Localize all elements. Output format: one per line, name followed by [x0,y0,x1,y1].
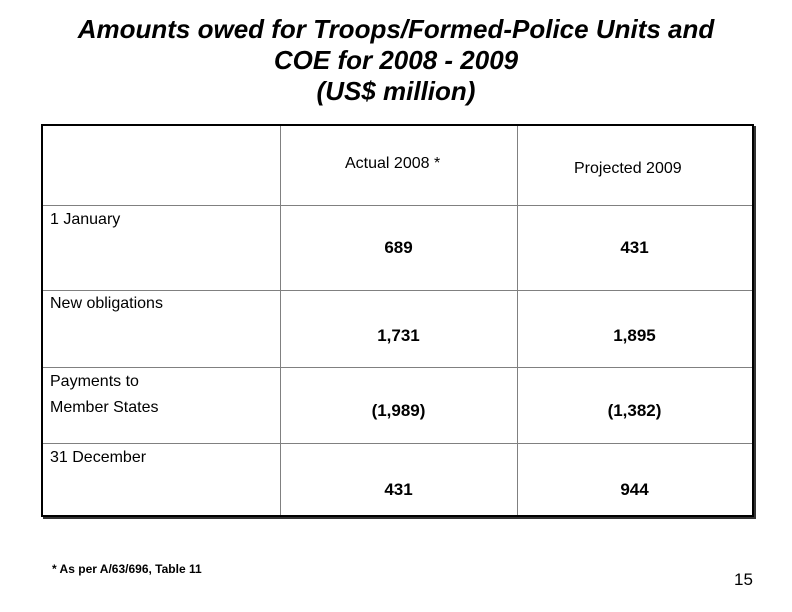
table-cell: 1,895 [613,326,656,345]
column-header-projected-2009: Projected 2009 [574,160,682,177]
row-label-payments-line-1: Payments to [50,373,139,390]
table-cell: 1,731 [377,326,420,345]
column-header-actual-2008: Actual 2008 * [345,155,441,172]
row-label-1-january: 1 January [50,211,121,228]
table-cell: (1,382) [607,401,662,420]
row-label-31-december: 31 December [50,449,147,466]
table-cell: 431 [384,480,413,499]
title-line-1: Amounts owed for Troops/Formed-Police Units and [77,14,715,44]
title-line-3: (US$ million) [316,76,476,106]
slide-title [0,14,792,107]
table-cell: 689 [384,238,413,257]
row-label-new-obligations: New obligations [50,295,163,312]
table-divider-horizontal [43,443,752,444]
table-cell: (1,989) [371,401,426,420]
table-divider-horizontal [43,367,752,368]
table-divider-vertical [517,126,518,515]
page-number: 15 [734,570,753,589]
footnote: * As per A/63/696, Table 11 [52,562,202,576]
table-cell: 431 [620,238,649,257]
row-label-payments-line-2: Member States [50,399,159,416]
table-divider-horizontal [43,290,752,291]
title-line-2: COE for 2008 - 2009 [273,45,519,75]
table-divider-vertical [280,126,281,515]
table-divider-horizontal [43,205,752,206]
table-cell: 944 [620,480,649,499]
amounts-table [41,124,754,517]
